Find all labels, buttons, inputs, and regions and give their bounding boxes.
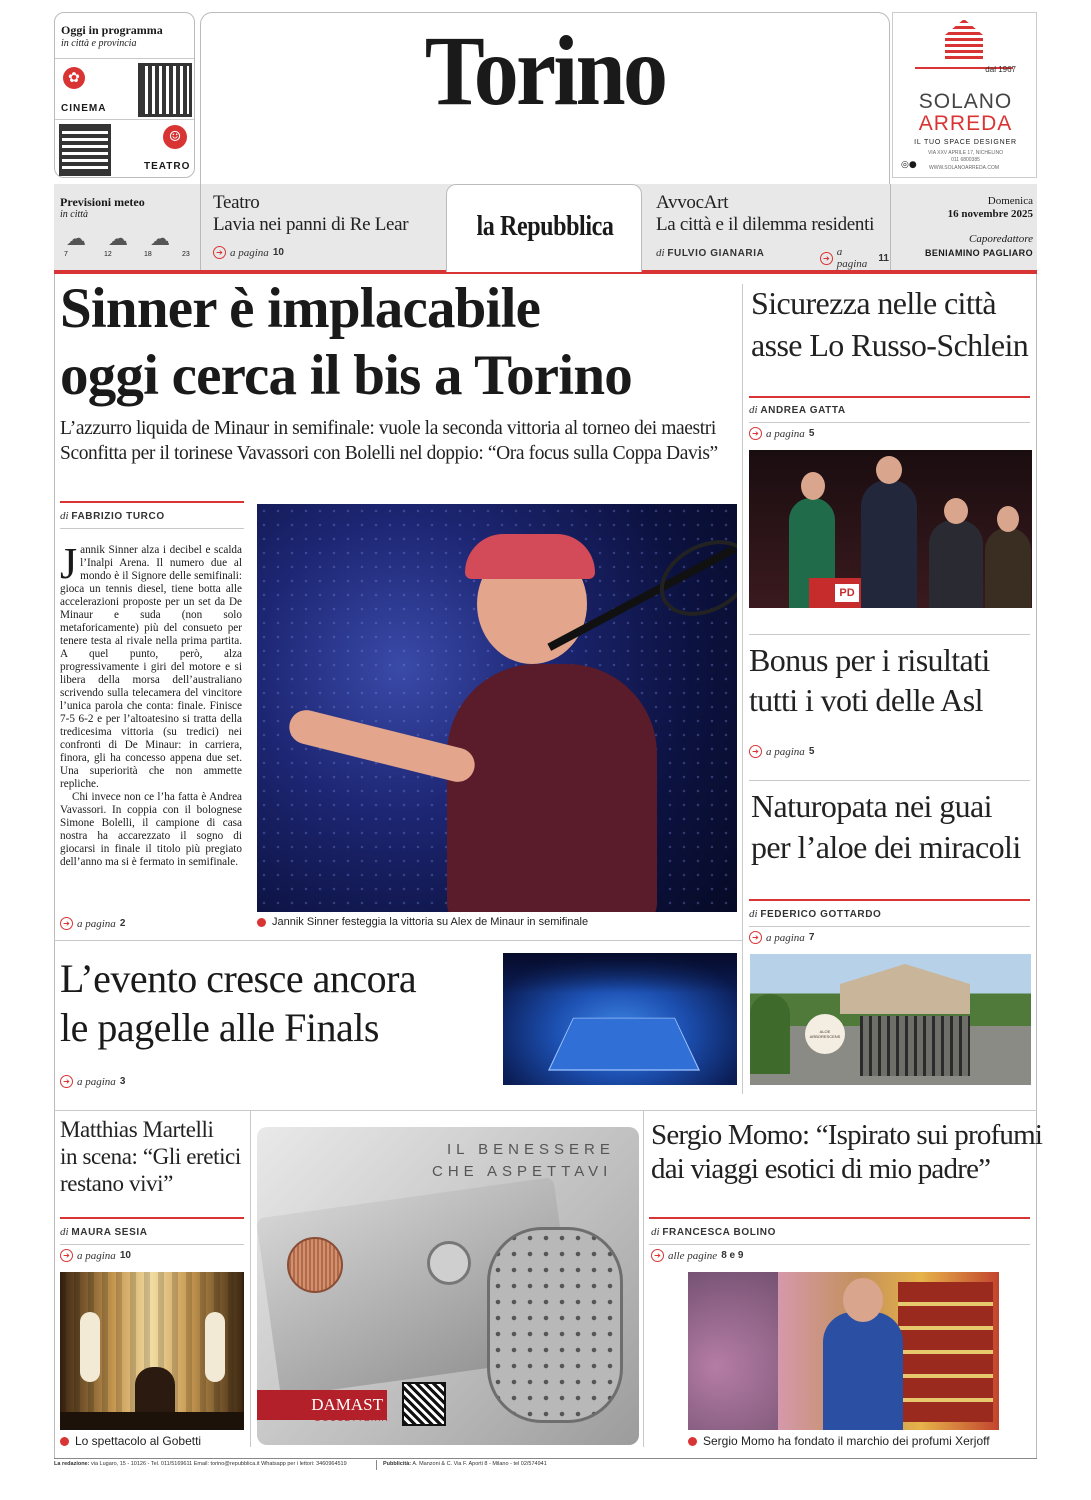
meteo-subtitle: in città bbox=[60, 209, 89, 220]
repubblica-logo: la Repubblica bbox=[476, 211, 614, 242]
solano-brand-1: SOLANO bbox=[918, 90, 1013, 113]
programma-subtitle: in città e provincia bbox=[61, 38, 137, 49]
lead-subtitle-2: Sconfitta per il torinese Vavassori con Bolelli nel doppio: “Ora focus sulla Coppa Davis” bbox=[60, 443, 718, 464]
solano-address: VIA XXV APRILE 17, NICHELINO bbox=[927, 150, 1004, 156]
damast-logo: DAMAST bbox=[257, 1390, 387, 1420]
damast-qr-code[interactable] bbox=[402, 1382, 446, 1426]
naturopata-page-ref[interactable]: ➔ a pagina 7 bbox=[749, 931, 814, 944]
meteo-box[interactable] bbox=[54, 184, 194, 270]
caption-dot-icon bbox=[257, 918, 266, 927]
caption-dot-icon bbox=[60, 1437, 69, 1446]
meteo-hour: 7 bbox=[64, 251, 68, 258]
drop-cap: J bbox=[60, 539, 78, 588]
arrow-icon: ➔ bbox=[60, 1249, 73, 1262]
avvocart-title: La città e il dilemma residenti bbox=[656, 214, 875, 235]
repubblica-logo-box[interactable] bbox=[446, 184, 642, 272]
pd-podium-logo: PD bbox=[835, 584, 859, 602]
cinema-icon: ✿ bbox=[63, 67, 85, 89]
bonus-headline-1[interactable]: Bonus per i risultati bbox=[749, 642, 990, 678]
martelli-byline: di MAURA SESIA bbox=[60, 1226, 148, 1238]
lead-body bbox=[60, 539, 242, 869]
momo-byline: di FRANCESCA BOLINO bbox=[651, 1226, 776, 1238]
meteo-hour: 18 bbox=[144, 251, 152, 258]
bonus-headline-2[interactable]: tutti i voti delle Asl bbox=[749, 682, 983, 718]
shop-sign: ALOE ARBORESCENS bbox=[805, 1014, 845, 1054]
solano-ad[interactable] bbox=[892, 12, 1037, 178]
footer-pubblicita: Pubblicità: A. Manzoni & C. Via F. Aporti 8 - Milano - tel 02/574941 bbox=[383, 1461, 547, 1467]
naturopata-byline: di FEDERICO GOTTARDO bbox=[749, 908, 882, 920]
lead-caption: Jannik Sinner festeggia la vittoria su Alex de Minaur in semifinale bbox=[257, 916, 588, 928]
meteo-title: Previsioni meteo bbox=[60, 195, 145, 209]
editor-name: BENIAMINO PAGLIARO bbox=[924, 248, 1033, 258]
evento-headline-2[interactable]: le pagelle alle Finals bbox=[60, 1005, 379, 1050]
solano-since: dal 1967 bbox=[985, 65, 1016, 74]
lead-headline-2[interactable]: oggi cerca il bis a Torino bbox=[60, 344, 632, 407]
solano-tagline: IL TUO SPACE DESIGNER bbox=[914, 139, 1017, 146]
footer-redazione: La redazione: via Lugaro, 15 - 10126 - Tel. 011/5169611 Email: torino@repubblica.it Whatsapp per i lettori: 3460964519 bbox=[54, 1461, 347, 1467]
conference-photo[interactable] bbox=[749, 450, 1032, 608]
teatro-label[interactable]: TEATRO bbox=[144, 161, 191, 172]
lead-body-p1: annik Sinner alza i decibel e scalda l’Inalpi Arena. Il numero due al mondo è il Signore delle semifinali: gioca un tennis diesel, tiene botta alle accelerazioni proposte per un set da De Minaur e suda (non solo metaforicamente) più del consueto per tenere testa al rivale nella prima partita. A quel punto, però, alza progressivamente i giri del motore e si libera della morsa dell’australiano scrivendo sulla telecamera del vincitore l’unica parola che conta: finale. Finisce 7-5 6-2 e per l’altoatesino si tratta della tredicesima vittoria (su tredici) nei confronti di De Minaur: in carriera, finora, gli ha concesso appena due set. Una superiorità che non ammette repliche. bbox=[60, 544, 242, 790]
martelli-headline-3[interactable]: restano vivi” bbox=[60, 1171, 173, 1196]
lead-page-ref[interactable]: ➔ a pagina 2 bbox=[60, 917, 125, 930]
role-label: Caporedattore bbox=[969, 233, 1033, 245]
naturopata-headline-2[interactable]: per l’aloe dei miracoli bbox=[751, 829, 1021, 865]
theater-stage-photo[interactable] bbox=[60, 1272, 244, 1430]
arrow-icon: ➔ bbox=[213, 246, 226, 259]
momo-headline-1[interactable]: Sergio Momo: “Ispirato sui profumi bbox=[651, 1119, 1043, 1151]
lead-headline-1[interactable]: Sinner è implacabile bbox=[60, 277, 541, 340]
bonus-page-ref[interactable]: ➔ a pagina 5 bbox=[749, 745, 814, 758]
avvocart-promo[interactable] bbox=[644, 184, 889, 270]
avvocart-byline: di FULVIO GIANARIA bbox=[656, 247, 765, 259]
solano-brand-2: ARREDA bbox=[918, 112, 1013, 135]
momo-page-ref[interactable]: ➔ alle pagine 8 e 9 bbox=[651, 1249, 743, 1262]
programma-title: Oggi in programma bbox=[61, 23, 163, 37]
martelli-caption: Lo spettacolo al Gobetti bbox=[60, 1434, 201, 1448]
arrow-icon: ➔ bbox=[651, 1249, 664, 1262]
sinner-photo[interactable] bbox=[257, 504, 737, 912]
masthead-title: Torino bbox=[424, 15, 666, 126]
villa-gate-photo[interactable] bbox=[750, 954, 1031, 1085]
arrow-icon: ➔ bbox=[749, 745, 762, 758]
damast-sub: DOCCETTERIA bbox=[315, 1414, 389, 1423]
lead-subtitle-1: L’azzurro liquida de Minaur in semifinale: vuole la seconda vittoria al torneo dei maestri bbox=[60, 418, 716, 439]
shower-head bbox=[487, 1227, 623, 1423]
cinema-label[interactable]: CINEMA bbox=[61, 103, 107, 114]
arrow-icon: ➔ bbox=[749, 931, 762, 944]
solano-web: WWW.SOLANOARREDA.COM bbox=[929, 165, 1000, 171]
sicurezza-headline-2[interactable]: asse Lo Russo-Schlein bbox=[751, 327, 1029, 363]
sicurezza-headline-1[interactable]: Sicurezza nelle città bbox=[751, 285, 997, 321]
evento-headline-1[interactable]: L’evento cresce ancora bbox=[60, 956, 417, 1001]
martelli-page-ref[interactable]: ➔ a pagina 10 bbox=[60, 1249, 131, 1262]
cinema-qr-code[interactable] bbox=[141, 66, 189, 114]
meteo-hour: 23 bbox=[182, 251, 190, 258]
rain-cloud-icon: ☁ bbox=[150, 226, 170, 250]
naturopata-headline-1[interactable]: Naturopata nei guai bbox=[751, 788, 992, 824]
lead-body-p2: Chi invece non ce l’ha fatta è Andrea Vavassori. In coppia con il bolognese Simone Bolelli, il campione di casa nostra ha accarezzato il sogno di giocarsi in finale il titolo più pregiato dell’anno ma si è fermato in semifinale. bbox=[60, 791, 242, 868]
rain-cloud-icon: ☁ bbox=[66, 226, 86, 250]
damast-ad-line-2: CHE ASPETTAVI bbox=[432, 1163, 613, 1180]
martelli-headline-1[interactable]: Matthias Martelli bbox=[60, 1117, 214, 1142]
programma-box bbox=[54, 12, 195, 178]
day-name: Domenica bbox=[987, 195, 1033, 207]
avvocart-page-ref[interactable]: ➔ a pagina 11 bbox=[820, 246, 889, 270]
teatro-promo[interactable] bbox=[201, 184, 445, 270]
teatro-qr-code[interactable] bbox=[62, 127, 108, 173]
sicurezza-page-ref[interactable]: ➔ a pagina 5 bbox=[749, 427, 814, 440]
teatro-title: Lavia nei panni di Re Lear bbox=[213, 214, 409, 235]
finals-arena-photo[interactable] bbox=[503, 953, 737, 1085]
copper-knob bbox=[287, 1237, 343, 1293]
damast-ad[interactable] bbox=[257, 1127, 639, 1445]
date-box bbox=[891, 184, 1033, 270]
martelli-headline-2[interactable]: in scena: “Gli eretici bbox=[60, 1144, 241, 1169]
teatro-kicker: Teatro bbox=[213, 192, 260, 213]
evento-page-ref[interactable]: ➔ a pagina 3 bbox=[60, 1075, 125, 1088]
caption-dot-icon bbox=[688, 1437, 697, 1446]
sicurezza-byline: di ANDREA GATTA bbox=[749, 404, 846, 416]
arrow-icon: ➔ bbox=[60, 917, 73, 930]
solano-phone: 011 6800385 bbox=[951, 157, 980, 163]
momo-photo[interactable] bbox=[688, 1272, 999, 1430]
avvocart-kicker: AvvocArt bbox=[656, 192, 729, 213]
arrow-icon: ➔ bbox=[820, 252, 833, 265]
lead-byline: di FABRIZIO TURCO bbox=[60, 510, 165, 522]
damast-ad-line-1: IL BENESSERE bbox=[447, 1141, 615, 1158]
meteo-hour: 12 bbox=[104, 251, 112, 258]
rain-cloud-icon: ☁ bbox=[108, 226, 128, 250]
momo-caption: Sergio Momo ha fondato il marchio dei profumi Xerjoff bbox=[688, 1434, 990, 1448]
arrow-icon: ➔ bbox=[749, 427, 762, 440]
arrow-icon: ➔ bbox=[60, 1075, 73, 1088]
date-text: 16 novembre 2025 bbox=[947, 208, 1033, 220]
theater-mask-icon: ☺ bbox=[163, 125, 187, 149]
column-divider bbox=[742, 284, 743, 1094]
social-icons: ◎● bbox=[901, 160, 917, 170]
teatro-page-ref[interactable]: ➔ a pagina 10 bbox=[213, 246, 284, 259]
momo-headline-2[interactable]: dai viaggi esotici di mio padre” bbox=[651, 1153, 991, 1185]
